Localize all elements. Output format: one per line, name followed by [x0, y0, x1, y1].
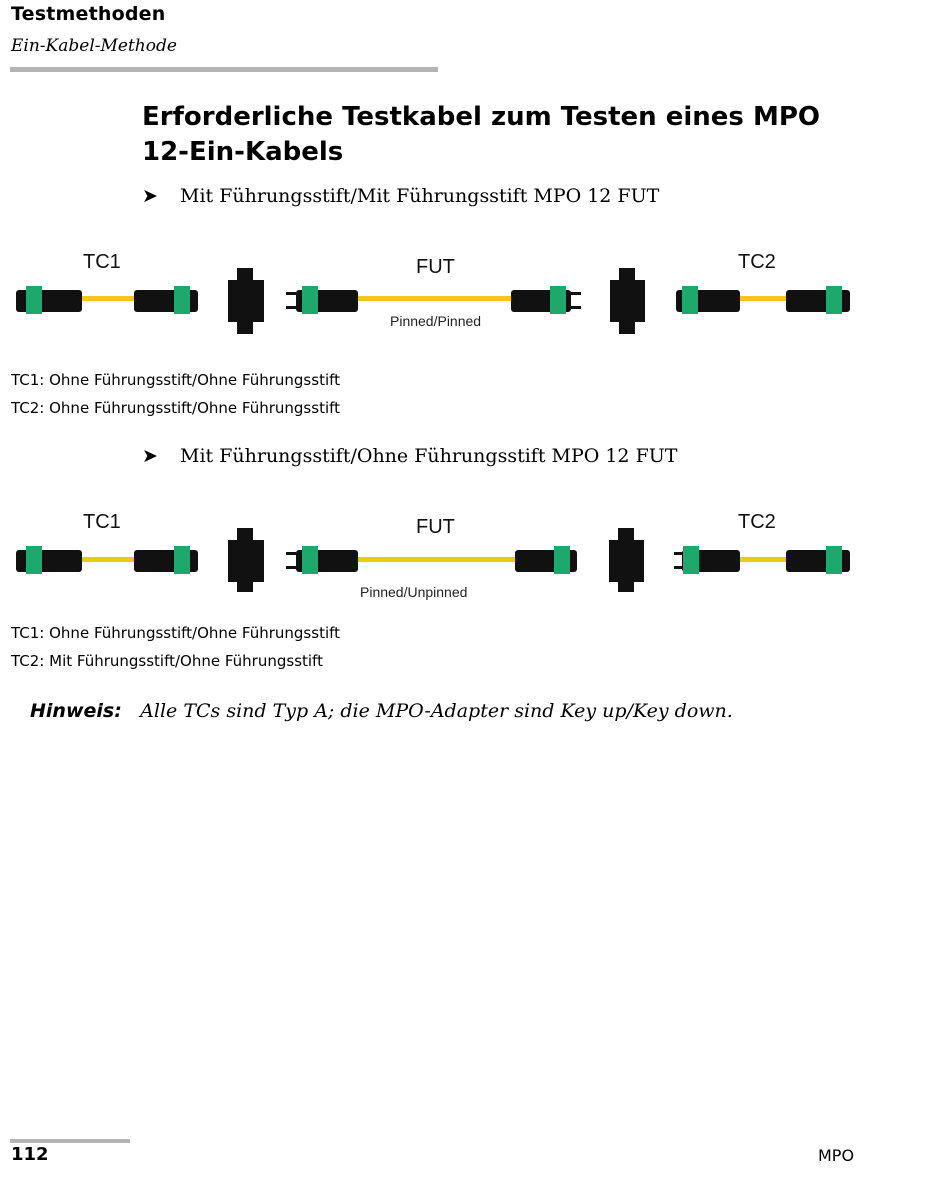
- cable-diagram-1: [0, 240, 950, 350]
- tc2-label: TC2: [738, 251, 776, 273]
- note: [30, 698, 733, 722]
- tc2-label: TC2: [738, 511, 776, 533]
- note-label: Hinweis:: [30, 700, 122, 722]
- footer-rule: [10, 1139, 130, 1143]
- fut-label: FUT: [416, 256, 455, 278]
- tc1-description: TC1: Ohne Führungsstift/Ohne Führungsstift: [11, 624, 341, 642]
- tc1-cable: [16, 546, 198, 574]
- bullet-pinned-pinned: [142, 185, 659, 207]
- mpo-adapter-2: [610, 268, 645, 334]
- cable-diagram-svg: [0, 240, 950, 350]
- mpo-adapter-1: [228, 268, 264, 334]
- header-rule: [10, 67, 438, 72]
- tc1-cable: [16, 286, 198, 314]
- section-title: Erforderliche Testkabel zum Testen eines MPO 12-Ein-Kabels: [142, 102, 820, 167]
- footer-section: MPO: [818, 1146, 855, 1165]
- fut-caption: Pinned/Unpinned: [360, 584, 468, 600]
- bullet-pinned-unpinned: [142, 445, 677, 467]
- cable-diagram-svg: [0, 500, 950, 610]
- tc1-label: TC1: [83, 511, 121, 533]
- tc1-label: TC1: [83, 251, 121, 273]
- page-number: 112: [11, 1144, 49, 1165]
- header-subtitle: Ein-Kabel-Methode: [11, 36, 177, 56]
- cable-diagram-2: [0, 500, 950, 610]
- fut-caption: Pinned/Pinned: [390, 313, 482, 329]
- arrow-bullet-icon: ➤: [142, 185, 158, 207]
- tc2-cable: [676, 286, 850, 314]
- fut-cable: [286, 546, 577, 574]
- tc2-cable: [674, 546, 850, 574]
- tc2-description: TC2: Ohne Führungsstift/Ohne Führungsstift: [11, 399, 341, 417]
- fut-cable: [286, 286, 581, 314]
- bullet-text: Mit Führungsstift/Ohne Führungsstift MPO 12 FUT: [180, 445, 678, 467]
- tc1-description: TC1: Ohne Führungsstift/Ohne Führungsstift: [11, 371, 341, 389]
- arrow-bullet-icon: ➤: [142, 445, 158, 467]
- tc2-description: TC2: Mit Führungsstift/Ohne Führungsstift: [11, 652, 323, 670]
- header-title: Testmethoden: [11, 3, 166, 25]
- fut-label: FUT: [416, 516, 455, 538]
- mpo-adapter-1: [228, 528, 264, 592]
- note-text: Alle TCs sind Typ A; die MPO-Adapter sind Key up/Key down.: [140, 700, 733, 722]
- bullet-text: Mit Führungsstift/Mit Führungsstift MPO 12 FUT: [180, 185, 660, 207]
- mpo-adapter-2: [609, 528, 644, 592]
